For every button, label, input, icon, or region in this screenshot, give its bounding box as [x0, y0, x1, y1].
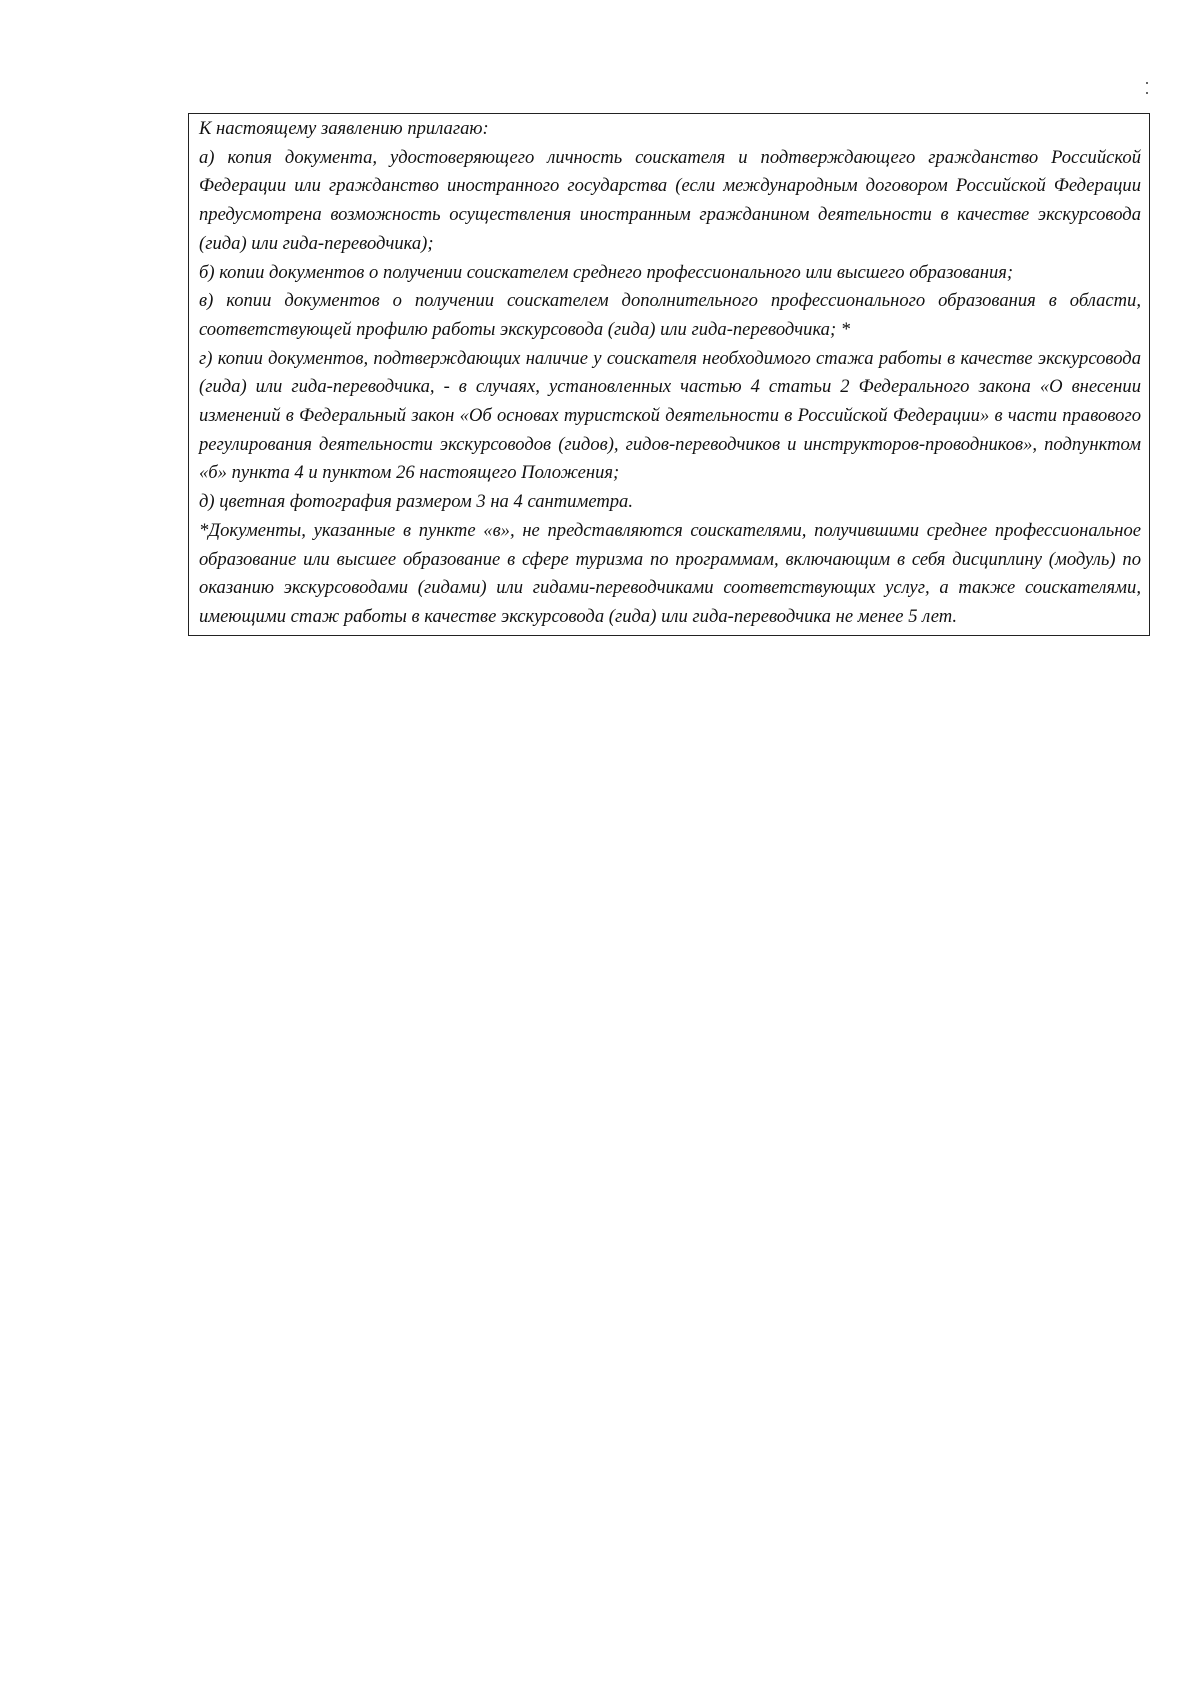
attachment-item-a: а) копия документа, удостоверяющего личность соискателя и подтверждающего гражданство Российской Федерации или гражданство иностранного государства (если международным договором Российской Федерации предусмотрена возможность осуществления иностранным гражданином деятельности в качестве экскурсовода (гида) или гида-переводчика); [199, 146, 1141, 254]
scan-speck [1146, 92, 1148, 94]
attachment-item-v: в) копии документов о получении соискателем дополнительного профессионального образования в области, соответствующей профилю работы экскурсовода (гида) или гида-переводчика; * [199, 290, 1141, 340]
attachment-item-g: г) копии документов, подтверждающих наличие у соискателя необходимого стажа работы в качестве экскурсовода (гида) или гида-переводчика, - в случаях, установленных частью 4 статьи 2 Федерального закона «О внесении изменений в Федеральный закон «Об основах туристской деятельности в Российской Федерации» в части правового регулирования деятельности экскурсоводов (гидов), гидов-переводчиков и инструкторов-проводников», подпунктом «б» пункта 4 и пунктом 26 настоящего Положения; [199, 347, 1141, 484]
attachments-intro: К настоящему заявлению прилагаю: [199, 118, 489, 139]
attachments-footnote: *Документы, указанные в пункте «в», не представляются соискателями, получившими среднее профессиональное образование или высшее образование в сфере туризма по программам, включающим в себя дисциплину (модуль) по оказанию экскурсоводами (гидами) или гидами-переводчиками соответствующих услуг, а также соискателями, имеющими стаж работы в качестве экскурсовода (гида) или гида-переводчика не менее 5 лет. [199, 519, 1141, 627]
attachment-item-b: б) копии документов о получении соискателем среднего профессионального или высшего образования; [199, 261, 1014, 283]
attachments-box [188, 113, 1150, 636]
scan-speck [1146, 82, 1148, 84]
attachment-item-d: д) цветная фотография размером 3 на 4 сантиметра. [199, 491, 634, 513]
